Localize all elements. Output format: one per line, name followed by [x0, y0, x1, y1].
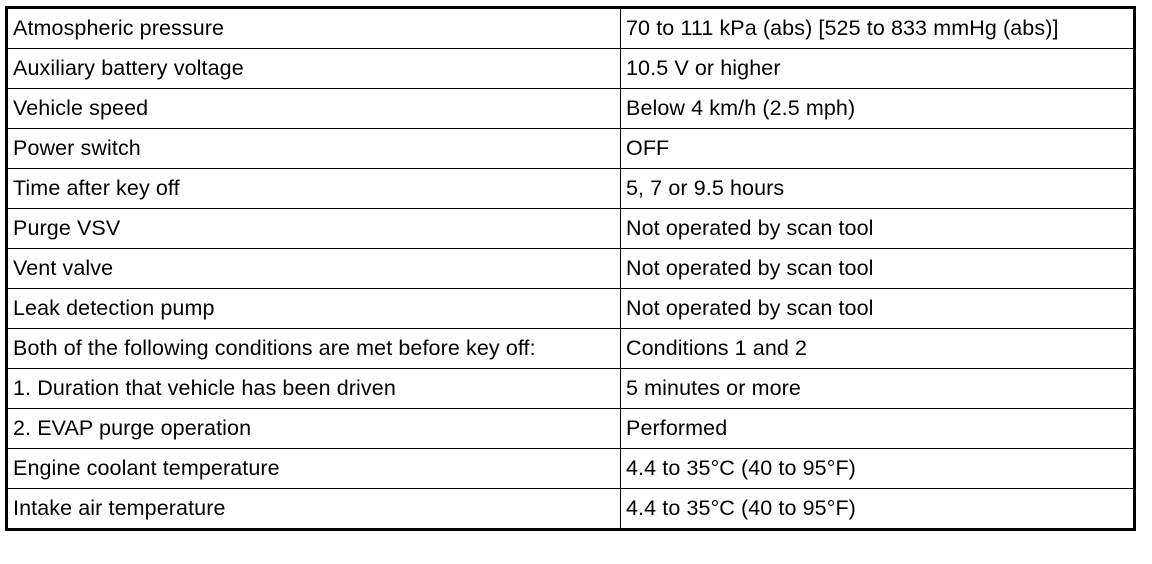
table-row — [7, 209, 1135, 249]
condition-value: Conditions 1 and 2 — [621, 329, 1135, 369]
table-row — [7, 249, 1135, 289]
condition-value: Not operated by scan tool — [621, 249, 1135, 289]
table-row — [7, 409, 1135, 449]
table-row — [7, 49, 1135, 89]
condition-value: 4.4 to 35°C (40 to 95°F) — [621, 449, 1135, 489]
condition-label: Vehicle speed — [7, 89, 621, 129]
condition-value: 70 to 111 kPa (abs) [525 to 833 mmHg (abs)] — [621, 8, 1135, 49]
condition-label: Engine coolant temperature — [7, 449, 621, 489]
table-row — [7, 8, 1135, 49]
condition-value: Performed — [621, 409, 1135, 449]
condition-value: 5, 7 or 9.5 hours — [621, 169, 1135, 209]
condition-value: Below 4 km/h (2.5 mph) — [621, 89, 1135, 129]
condition-value: Not operated by scan tool — [621, 289, 1135, 329]
spec-table-container — [5, 6, 1136, 531]
condition-label: Power switch — [7, 129, 621, 169]
condition-value: 10.5 V or higher — [621, 49, 1135, 89]
condition-label: Time after key off — [7, 169, 621, 209]
table-row — [7, 169, 1135, 209]
table-row — [7, 449, 1135, 489]
condition-label: 1. Duration that vehicle has been driven — [7, 369, 621, 409]
condition-label: Intake air temperature — [7, 489, 621, 530]
condition-label: Purge VSV — [7, 209, 621, 249]
condition-label: Auxiliary battery voltage — [7, 49, 621, 89]
condition-value: OFF — [621, 129, 1135, 169]
table-row — [7, 89, 1135, 129]
condition-label: Atmospheric pressure — [7, 8, 621, 49]
table-row — [7, 329, 1135, 369]
table-row — [7, 489, 1135, 530]
condition-label: Leak detection pump — [7, 289, 621, 329]
conditions-table — [5, 6, 1136, 531]
table-row — [7, 369, 1135, 409]
table-row — [7, 289, 1135, 329]
condition-label: Both of the following conditions are met before key off: — [7, 329, 621, 369]
condition-value: 4.4 to 35°C (40 to 95°F) — [621, 489, 1135, 530]
condition-value: Not operated by scan tool — [621, 209, 1135, 249]
condition-label: 2. EVAP purge operation — [7, 409, 621, 449]
table-row — [7, 129, 1135, 169]
condition-label: Vent valve — [7, 249, 621, 289]
condition-value: 5 minutes or more — [621, 369, 1135, 409]
